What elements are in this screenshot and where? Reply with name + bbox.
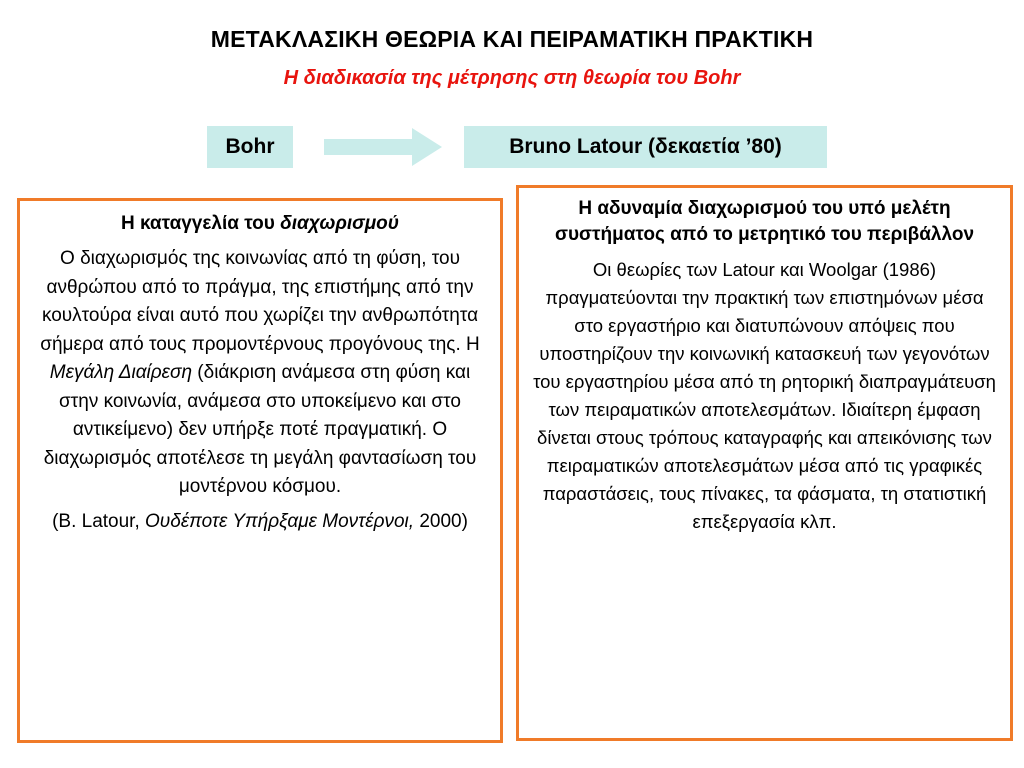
left-card-body bbox=[32, 245, 488, 502]
right-card-heading: Η αδυναμία διαχωρισμού του υπό μελέτη συστήματος από το μετρητικό του περιβάλλον bbox=[554, 198, 975, 245]
right-card-body: Οι θεωρίες των Latour και Woolgar (1986) πραγματεύονται την πρακτική των επιστημόνων μέσα στο εργαστήριο και διατυπώνουν απόψεις που υποστηρίζουν την κοινωνική κατασκευή των γεγονότων του εργαστηρίου μέσα από τη ρητορική διαπραγμάτευση των πειραματικών αποτελεσμάτων. Ιδιαίτερη έμφαση δίνεται στους τρόπους καταγραφής και απεικόνισης των πειραματικών αποτελεσμάτων μέσα από τις γραφικές παραστάσεις, τους πίνακες, τα φάσματα, τη στατιστική επεξεργασία κλπ. bbox=[533, 259, 996, 532]
left-heading-plain: Η καταγγελία του bbox=[120, 213, 281, 234]
left-body-part2: (διάκριση ανάμεσα στη φύση και στην κοινωνία, ανάμεσα στο υποκείμενο και στο αντικείμενο) δεν υπήρξε ποτέ πραγματική. Ο διαχωρισμός αποτέλεσε τη μεγάλη φαντασίωση του μοντέρνου κόσμου. bbox=[43, 362, 477, 497]
latour-label-box: Bruno Latour (δεκαετία ’80) bbox=[464, 126, 827, 168]
citation-suffix: 2000) bbox=[414, 510, 468, 532]
bohr-label-box: Bohr bbox=[207, 126, 293, 168]
right-arrow-icon bbox=[324, 126, 442, 168]
left-heading-italic: διαχωρισμού bbox=[280, 213, 400, 234]
slide-subtitle: Η διαδικασία της μέτρησης στη θεωρία του Bohr bbox=[283, 67, 741, 89]
left-body-italic: Μεγάλη Διαίρεση bbox=[49, 362, 193, 383]
right-text-card bbox=[516, 185, 1013, 741]
left-body-part1: Ο διαχωρισμός της κοινωνίας από τη φύση, του ανθρώπου από το πράγμα, της επιστήμης από την κουλτούρα είναι αυτό που χωρίζει την ανθρωπότητα σήμερα από τους προμοντέρνους προγόνους της. Η bbox=[40, 248, 480, 355]
citation-prefix: (B. Latour, bbox=[52, 510, 146, 532]
left-text-card bbox=[17, 198, 503, 743]
citation-italic: Ουδέποτε Υπήρξαμε Μοντέρνοι, bbox=[145, 510, 415, 532]
slide-title: ΜΕΤΑΚΛΑΣΙΚΗ ΘΕΩΡΙΑ ΚΑΙ ΠΕΙΡΑΜΑΤΙΚΗ ΠΡΑΚΤΙΚΗ bbox=[210, 26, 814, 52]
arrow-shape bbox=[324, 128, 442, 166]
left-card-citation bbox=[32, 508, 488, 537]
left-card-heading bbox=[32, 211, 488, 237]
